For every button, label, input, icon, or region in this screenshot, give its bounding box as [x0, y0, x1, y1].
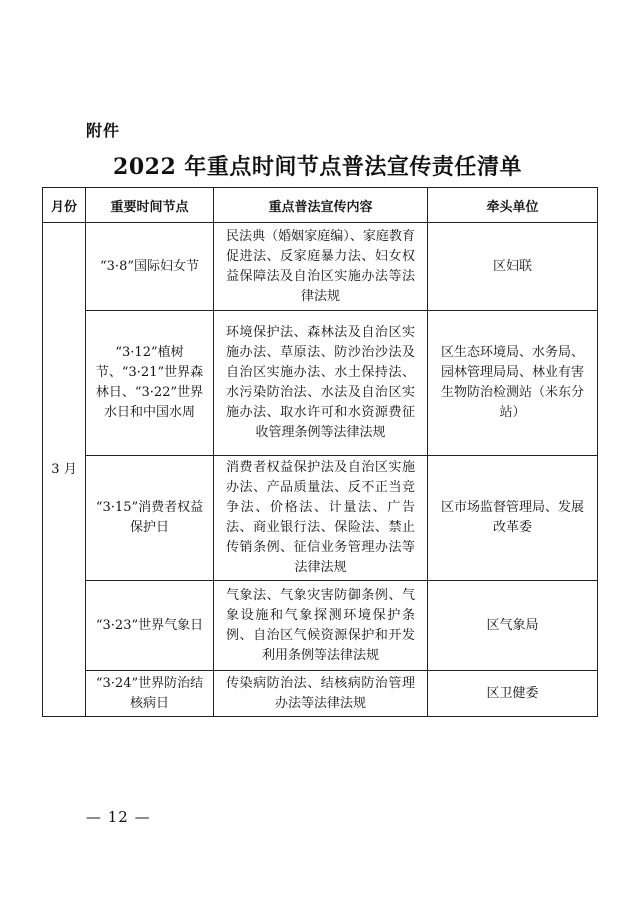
lead-unit-cell: 区妇联: [428, 223, 598, 311]
time-node-cell: “3·8”国际妇女节: [86, 223, 214, 311]
table-row: [43, 311, 598, 456]
header-time-node: 重要时间节点: [86, 188, 214, 223]
content-cell: 民法典（婚姻家庭编）、家庭教育促进法、反家庭暴力法、妇女权益保障法及自治区实施办法等法律法规: [214, 223, 428, 311]
lead-unit-cell: 区市场监督管理局、发展改革委: [428, 456, 598, 581]
table-row: [43, 223, 598, 311]
page-number: — 12 —: [86, 808, 151, 826]
table-row: [43, 581, 598, 671]
header-month: 月份: [43, 188, 86, 223]
time-node-cell: “3·12”植树节、“3·21”世界森林日、“3·22”世界水日和中国水周: [86, 311, 214, 456]
header-content: 重点普法宣传内容: [214, 188, 428, 223]
responsibility-table: [42, 187, 598, 717]
attachment-label: 附件: [86, 121, 121, 140]
month-cell: 3 月: [43, 223, 86, 717]
content-cell: 环境保护法、森林法及自治区实施办法、草原法、防沙治沙法及自治区实施办法、水土保持法、水污染防治法、水法及自治区实施办法、取水许可和水资源费征收管理条例等法律法规: [214, 311, 428, 456]
table-header-row: [43, 188, 598, 223]
lead-unit-cell: 区生态环境局、水务局、园林管理局局、林业有害生物防治检测站（米东分站）: [428, 311, 598, 456]
lead-unit-cell: 区卫健委: [428, 671, 598, 717]
document-title: 2022 年重点时间节点普法宣传责任清单: [113, 154, 522, 180]
time-node-cell: “3·24”世界防治结核病日: [86, 671, 214, 717]
header-lead-unit: 牵头单位: [428, 188, 598, 223]
lead-unit-cell: 区气象局: [428, 581, 598, 671]
content-cell: 气象法、气象灾害防御条例、气象设施和气象探测环境保护条例、自治区气候资源保护和开发利用条例等法律法规: [214, 581, 428, 671]
table-row: [43, 456, 598, 581]
time-node-cell: “3·15”消费者权益保护日: [86, 456, 214, 581]
content-cell: 传染病防治法、结核病防治管理办法等法律法规: [214, 671, 428, 717]
time-node-cell: “3·23”世界气象日: [86, 581, 214, 671]
table-row: [43, 671, 598, 717]
content-cell: 消费者权益保护法及自治区实施办法、产品质量法、反不正当竞争法、价格法、计量法、广告法、商业银行法、保险法、禁止传销条例、征信业务管理办法等法律法规: [214, 456, 428, 581]
